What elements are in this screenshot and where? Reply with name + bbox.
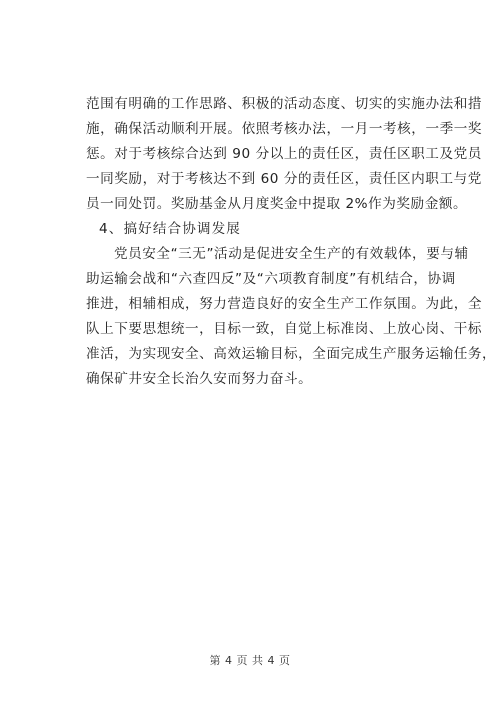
section-heading: 4、搞好结合协调发展 <box>99 221 241 237</box>
paragraph-line: 助运输会战和“六查四反”及“六项教育制度”有机结合，协调 <box>86 271 456 287</box>
page-footer: 第 4 页 共 4 页 <box>209 654 291 667</box>
paragraph-line: 一同奖励，对于考核达不到 60 分的责任区，责任区内职工与党 <box>86 171 482 187</box>
paragraph-line: 队上下要思想统一，目标一致，自觉上标准岗、上放心岗、干标 <box>86 321 483 337</box>
paragraph-line: 员一同处罚。奖励基金从月度奖金中提取 2%作为奖励金额。 <box>86 196 468 212</box>
paragraph-line: 推进，相辅相成，努力营造良好的安全生产工作氛围。为此，全 <box>86 296 483 312</box>
paragraph-line: 范围有明确的工作思路、积极的活动态度、切实的实施办法和措 <box>86 96 483 112</box>
paragraph-line: 党员安全“三无”活动是促进安全生产的有效载体，要与辅 <box>114 246 469 262</box>
paragraph-line: 准活，为实现安全、高效运输目标，全面完成生产服务运输任务， <box>86 346 497 362</box>
paragraph-line: 惩。对于考核综合达到 90 分以上的责任区，责任区职工及党员 <box>86 146 482 162</box>
paragraph-line: 确保矿井安全长治久安而努力奋斗。 <box>86 371 313 387</box>
paragraph-line: 施，确保活动顺利开展。依照考核办法，一月一考核，一季一奖 <box>86 121 483 137</box>
document-body <box>86 92 497 392</box>
